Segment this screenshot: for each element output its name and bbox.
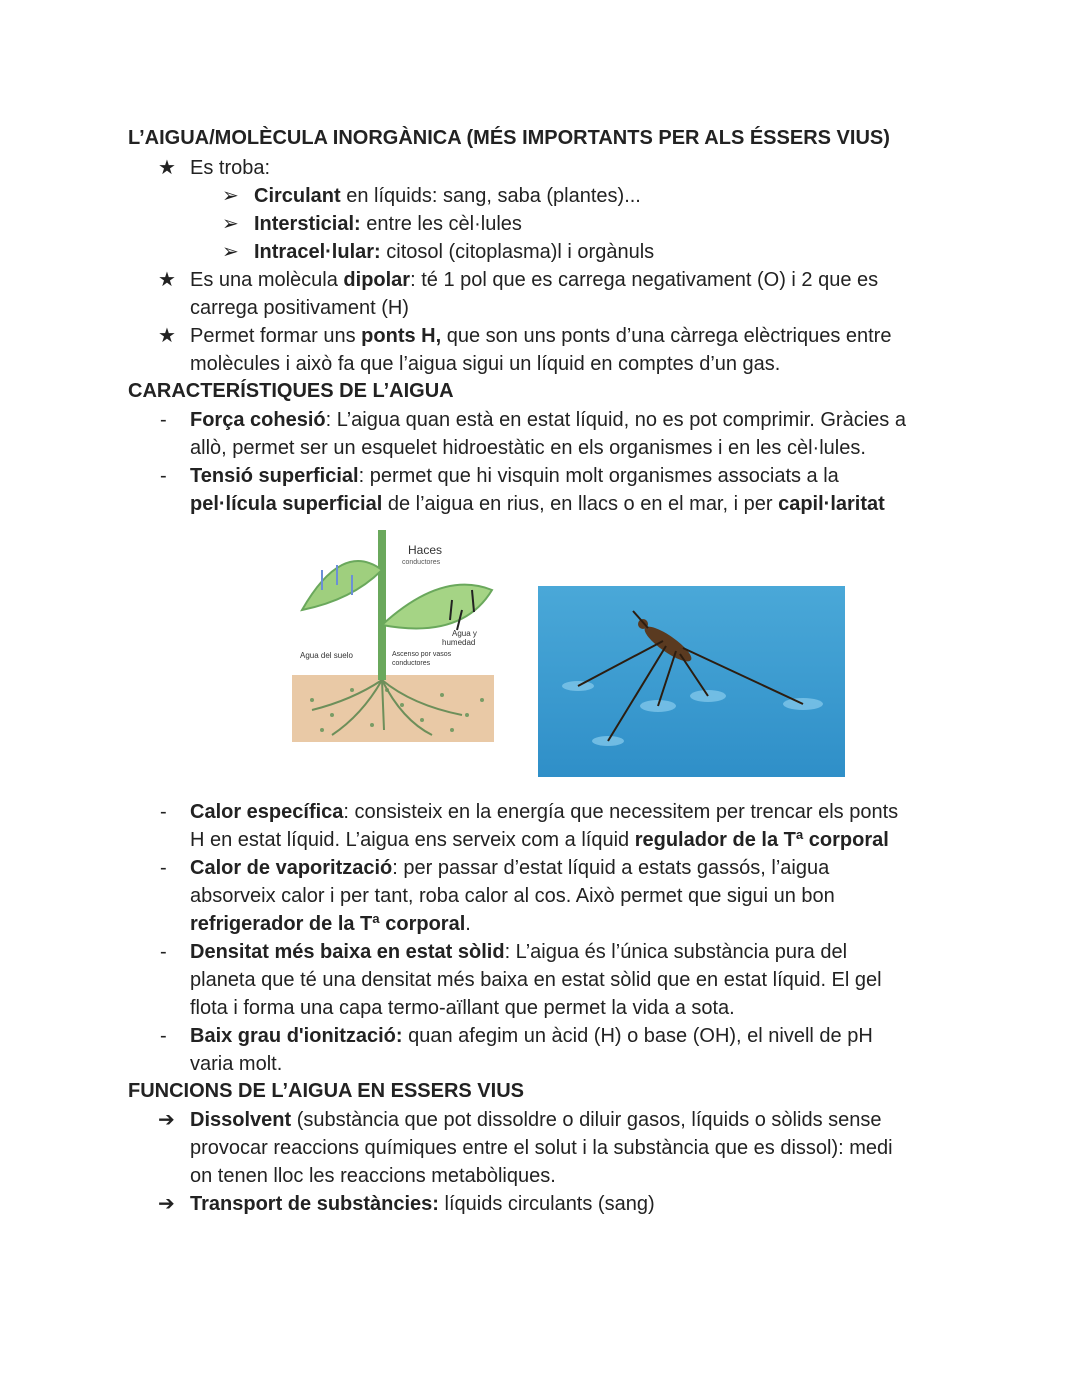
text-line: planeta que té una densitat més baixa en estat sòlid que en estat líquid. El gel xyxy=(190,969,882,991)
text-line: Calor específica: consisteix en la energía que necessitem per trencar els ponts xyxy=(190,801,899,823)
dash-bullet: - xyxy=(160,941,167,963)
text-line: Baix grau d'ionització: quan afegim un àcid (H) o base (OH), el nivell de pH xyxy=(190,1025,873,1047)
text-line: Força cohesió: L’aigua quan està en estat líquid, no es pot comprimir. Gràcies a xyxy=(190,409,906,431)
text-line: Transport de substàncies: líquids circulants (sang) xyxy=(190,1193,655,1215)
label-haces: Haces xyxy=(408,543,443,557)
water-strider-photo xyxy=(538,586,845,777)
text-line: Dissolvent (substància que pot dissoldre o diluir gasos, líquids o sòlids sense xyxy=(190,1109,882,1131)
dash-bullet: - xyxy=(160,409,167,431)
label-agua-y: Agua y xyxy=(452,629,477,638)
heading-characteristics: CARACTERÍSTIQUES DE L’AIGUA xyxy=(128,380,454,402)
arrow-bullet: ➢ xyxy=(222,241,239,263)
text-line: H en estat líquid. L’aigua ens serveix com a líquid regulador de la Tª corporal xyxy=(190,829,889,851)
text-line: Es troba: xyxy=(190,157,271,179)
heading-functions: FUNCIONS DE L’AIGUA EN ESSERS VIUS xyxy=(128,1080,524,1102)
text-line: flota i forma una capa termo-aïllant que permet la vida a sota. xyxy=(190,997,735,1019)
star-bullet: ★ xyxy=(158,269,176,291)
arrow-bullet: ➔ xyxy=(158,1193,175,1215)
text-line: molècules i això fa que l’aigua sigui un líquid en comptes d’un gas. xyxy=(190,353,781,375)
dash-bullet: - xyxy=(160,465,167,487)
label-humedad: humedad xyxy=(442,638,476,647)
text-line: refrigerador de la Tª corporal. xyxy=(190,913,471,935)
star-bullet: ★ xyxy=(158,157,176,179)
heading-main: L’AIGUA/MOLÈCULA INORGÀNICA (MÉS IMPORTANTS PER ALS ÉSSERS VIUS) xyxy=(128,127,890,149)
label-ascenso: Ascenso por vasos xyxy=(392,651,452,658)
star-bullet: ★ xyxy=(158,325,176,347)
label-agua-suelo: Agua del suelo xyxy=(300,651,353,660)
text-line: Circulant en líquids: sang, saba (plantes)... xyxy=(254,185,641,207)
text-line: Es una molècula dipolar: té 1 pol que es carrega negativament (O) i 2 que es xyxy=(190,269,879,291)
text-line: Calor de vaporització: per passar d’estat líquid a estats gassós, l’aigua xyxy=(190,857,830,879)
arrow-bullet: ➔ xyxy=(158,1109,175,1131)
text-line: allò, permet ser un esquelet hidroestàtic en els organismes i en les cèl·lules. xyxy=(190,437,866,459)
text-line: Intracel·lular: citosol (citoplasma)l i orgànuls xyxy=(254,241,655,263)
text-line: varia molt. xyxy=(190,1053,283,1075)
arrow-bullet: ➢ xyxy=(222,185,239,207)
dash-bullet: - xyxy=(160,857,167,879)
label-vasos: conductores xyxy=(392,660,431,667)
dash-bullet: - xyxy=(160,801,167,823)
text-line: Tensió superficial: permet que hi visquin molt organismes associats a la xyxy=(190,465,839,487)
text-line: Densitat més baixa en estat sòlid: L’aigua és l’única substància pura del xyxy=(190,941,848,963)
text-line: on tenen lloc les reaccions metabòliques. xyxy=(190,1165,556,1187)
text-line: pel·lícula superficial de l’aigua en rius, en llacs o en el mar, i per capil·laritat xyxy=(190,493,885,515)
text-line: provocar reaccions químiques entre el solut i la substància que es dissol): medi xyxy=(190,1137,893,1159)
arrow-bullet: ➢ xyxy=(222,213,239,235)
text-line: absorveix calor i per tant, roba calor al cos. Això permet que sigui un bon xyxy=(190,885,835,907)
text-line: carrega positivament (H) xyxy=(190,297,409,319)
text-line: Permet formar uns ponts H, que son uns ponts d’una càrrega elèctriques entre xyxy=(190,325,892,347)
text-line: Intersticial: entre les cèl·lules xyxy=(254,213,522,235)
label-conductores: conductores xyxy=(402,559,441,566)
dash-bullet: - xyxy=(160,1025,167,1047)
plant-capillarity-figure xyxy=(292,530,494,742)
